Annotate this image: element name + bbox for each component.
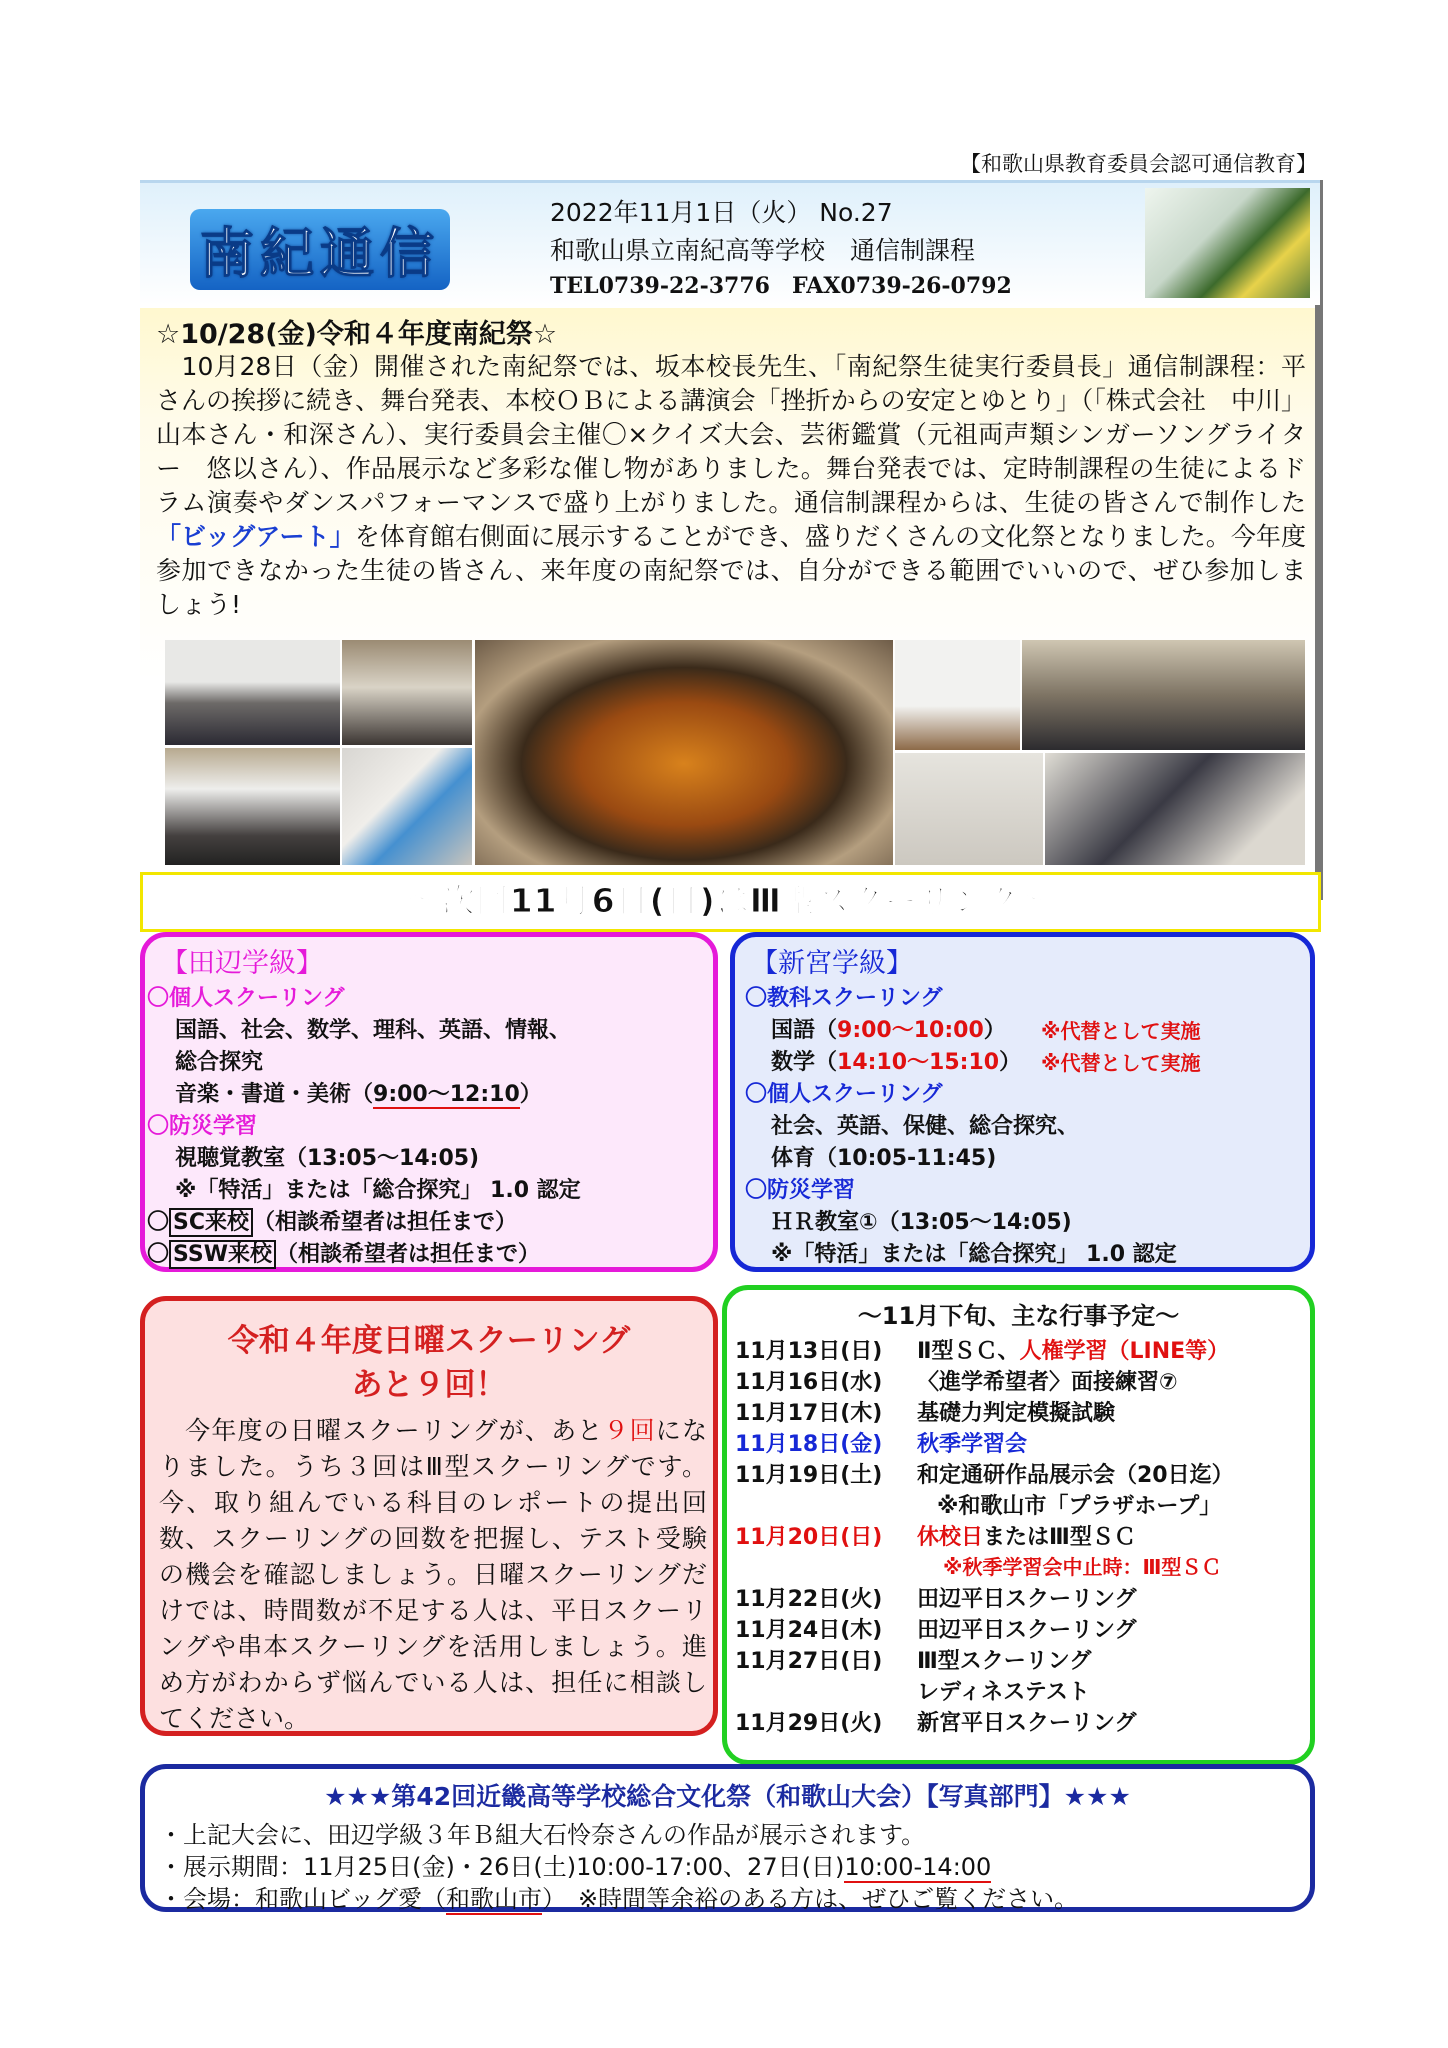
sunday-title: 令和４年度日曜スクーリング [227, 1323, 631, 1359]
photo-gym-crowd [1022, 640, 1305, 750]
tanabe-subjects-1: 国語、社会、数学、理科、英語、情報、 [175, 1018, 572, 1043]
sunday-body: 今年度の日曜スクーリングが、あと９回になりました。うち３回はⅢ型スクーリングです。今、取り組んでいる科目のレポートの提出回数、スクーリングの回数を把握し、テスト受験の機会を確認しましょう。日曜スクーリングだけでは、時間数が不足する人は、平日スクーリングや串本スクーリングを活用しましょう。進め方がわからず悩んでいる人は、担任に相談してください。 [159, 1416, 707, 1733]
event-row: 11月13日(日) Ⅱ型ＳＣ、人権学習（LINE等） [735, 1339, 1230, 1364]
newsletter-header [140, 180, 1320, 305]
tanabe-ssw-visit: 〇 SSW来校 （相談希望者は担任まで） [147, 1242, 540, 1267]
event-row: 11月29日(火) 新宮平日スクーリング [735, 1711, 1137, 1736]
photo-art-wall [895, 753, 1043, 865]
event-row: 11月16日(水) 〈進学希望者〉面接練習⑦ [735, 1370, 1178, 1395]
shingu-personal-heading: 〇個人スクーリング [745, 1082, 943, 1107]
shingu-bousai-heading: 〇防災学習 [745, 1178, 856, 1203]
photo-lecture [165, 748, 340, 865]
events-box [722, 1285, 1315, 1765]
shingu-bousai-credit: ※「特活」または「総合探究」 1.0 認定 [771, 1242, 1177, 1267]
shingu-personal-subjects: 社会、英語、保健、総合探究、 [771, 1114, 1080, 1139]
tanabe-bousai-credit: ※「特活」または「総合探究」 1.0 認定 [175, 1178, 581, 1203]
event-row: レディネステスト [917, 1680, 1090, 1705]
sunday-schooling-box [140, 1296, 718, 1736]
tanabe-sc-visit: 〇 SC来校 （相談希望者は担任まで） [147, 1210, 518, 1235]
kinki-exhibit-period: ・展示期間：11月25日(金)・26日(土)10:00-17:00、27日(日)10:00-14:00 [159, 1853, 992, 1881]
photo-photo-display [1045, 753, 1305, 865]
accreditation-note: 【和歌山県教育委員会認可通信教育】 [960, 152, 1317, 176]
next-schooling-banner [140, 872, 1321, 932]
festival-body: 10月28日（金）開催された南紀祭では、坂本校長先生、「南紀祭生徒実行委員長」通信制課程：平さんの挨拶に続き、舞台発表、本校ＯＢによる講演会「挫折からの安定とゆとり」（「株式会社 中川」山本さん・和深さん）、実行委員会主催〇×クイズ大会、芸術鑑賞（元祖両声類シンガーソングライター 悠以さん）、作品展示など多彩な催し物がありました。舞台発表では、定時制課程の生徒によるドラム演奏やダンスパフォーマンスで盛り上がりました。通信制課程からは、生徒の皆さんで制作した「ビッグアート」を体育館右側面に展示することができ、盛りだくさんの文化祭となりました。今年度参加できなかった生徒の皆さん、来年度の南紀祭では、自分ができる範囲でいいので、ぜひ参加しましょう! [156, 352, 1306, 619]
event-row: ※秋季学習会中止時：Ⅲ型ＳＣ [943, 1555, 1222, 1579]
banner-text: ～次回11月6日(日)はⅢ型スクーリング～ [407, 881, 1054, 920]
photo-exhibit [342, 748, 472, 865]
contact-info: TEL0739-22-3776 FAX0739-26-0792 [550, 273, 1012, 299]
event-row: 11月22日(火) 田辺平日スクーリング [735, 1587, 1137, 1612]
festival-title: ☆10/28(金)令和４年度南紀祭☆ [156, 319, 558, 350]
kinki-exhibit-note: ・上記大会に、田辺学級３年Ｂ組大石怜奈さんの作品が展示されます。 [159, 1821, 926, 1849]
festival-section [140, 308, 1315, 680]
photo-hall [342, 640, 472, 745]
shingu-class-box [730, 932, 1315, 1272]
event-row: 11月17日(木) 基礎力判定模擬試験 [735, 1401, 1116, 1426]
kinki-title: ★★★第42回近畿高等学校総合文化祭（和歌山大会）【写真部門】★★★ [324, 1782, 1131, 1811]
tanabe-class-box [140, 932, 718, 1272]
tanabe-subjects-2: 総合探究 [175, 1050, 264, 1075]
festival-photo-collage [165, 640, 1305, 865]
big-art-highlight: 「ビッグアート」 [156, 522, 355, 551]
shingu-kokugo: 国語（9:00～10:00） [771, 1018, 1006, 1043]
shingu-subject-heading: 〇教科スクーリング [745, 986, 943, 1011]
tanabe-title: 【田辺学級】 [161, 948, 323, 979]
shingu-bousai-room: ＨＲ教室①（13:05～14:05) [771, 1210, 1072, 1235]
shingu-suugaku-note: ※代替として実施 [1041, 1051, 1201, 1075]
tanabe-bousai-room: 視聴覚教室（13:05～14:05) [175, 1146, 480, 1171]
photo-big-art [475, 640, 893, 865]
shingu-suugaku: 数学（14:10～15:10） [771, 1050, 1022, 1075]
events-title: ～11月下旬、主な行事予定～ [857, 1302, 1180, 1330]
tanabe-personal-heading: 〇個人スクーリング [147, 986, 345, 1011]
kinki-culture-festival-box [140, 1764, 1315, 1912]
shingu-kokugo-note: ※代替として実施 [1041, 1019, 1201, 1043]
shingu-title: 【新宮学級】 [751, 948, 913, 979]
event-row: 11月19日(土) 和定通研作品展示会（20日迄） [735, 1463, 1234, 1488]
event-row: 11月27日(日) Ⅲ型スクーリング [735, 1649, 1092, 1674]
photo-stage [165, 640, 340, 745]
event-row: 11月20日(日) 休校日またはⅢ型ＳＣ [735, 1525, 1136, 1550]
event-row: 11月24日(木) 田辺平日スクーリング [735, 1618, 1137, 1643]
school-name: 和歌山県立南紀高等学校 通信制課程 [550, 236, 976, 265]
newsletter-logo: 南紀通信 [190, 209, 450, 290]
shingu-pe-time: 体育（10:05-11:45) [771, 1146, 997, 1171]
tanabe-bousai-heading: 〇防災学習 [147, 1114, 258, 1139]
flower-photo [1145, 188, 1310, 298]
issue-date: 2022年11月1日（火） No.27 [550, 198, 893, 227]
sunday-remaining: あと９回！ [351, 1367, 507, 1403]
kinki-venue: ・会場：和歌山ビッグ愛（和歌山市） ※時間等余裕のある方は、ぜひご覧ください。 [159, 1885, 1079, 1913]
event-row: ※和歌山市「プラザホープ」 [937, 1494, 1222, 1519]
photo-singer [895, 640, 1020, 750]
tanabe-arts-time: 音楽・書道・美術（9:00～12:10） [175, 1082, 542, 1107]
event-row: 11月18日(金) 秋季学習会 [735, 1432, 1028, 1457]
